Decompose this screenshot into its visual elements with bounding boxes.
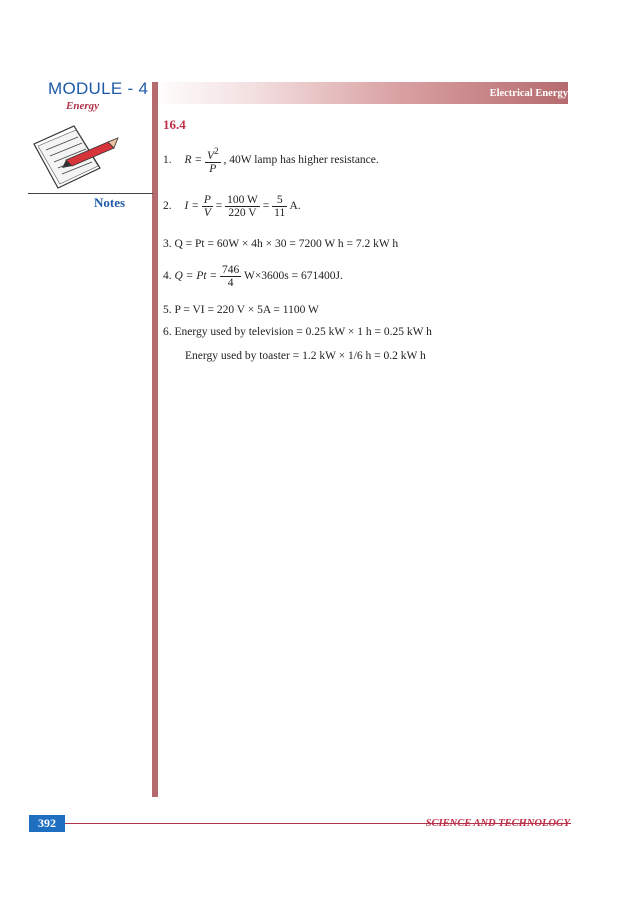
answer-4-fraction-num: 746 bbox=[222, 264, 240, 276]
answer-4-fraction bbox=[220, 264, 241, 289]
answer-2-f1-den: V bbox=[203, 207, 211, 219]
answer-2-lhs: I = bbox=[184, 200, 199, 213]
answer-2-number: 2. bbox=[163, 200, 172, 213]
page-number: 392 bbox=[38, 816, 56, 830]
answer-4-number: 4. bbox=[163, 270, 172, 283]
notes-rule bbox=[28, 193, 153, 194]
answer-4-fraction-den: 4 bbox=[227, 277, 234, 289]
notes-label: Notes bbox=[94, 195, 126, 210]
answer-2-fraction-3 bbox=[272, 194, 287, 219]
margin-bar bbox=[152, 82, 158, 797]
section-number: 16.4 bbox=[163, 117, 186, 132]
chapter-title: Electrical Energy bbox=[489, 88, 568, 99]
answer-1-fraction-den: P bbox=[209, 162, 217, 175]
answer-2-fraction-1 bbox=[202, 194, 213, 219]
answer-1-fraction-num: V bbox=[207, 149, 215, 162]
answer-2-unit: A. bbox=[289, 200, 301, 213]
answer-2-f3-den: 11 bbox=[274, 207, 286, 219]
answer-2-f2-num: 100 W bbox=[227, 194, 258, 206]
answer-2-equals-2: = bbox=[262, 200, 270, 213]
module-subject: Energy bbox=[66, 100, 99, 112]
answer-3: 3. Q = Pt = 60W × 4h × 30 = 7200 W h = 7.2 kW h bbox=[163, 238, 399, 250]
answer-2-fraction-2 bbox=[225, 194, 260, 219]
answer-1-lhs: R = bbox=[184, 154, 203, 167]
answer-4 bbox=[163, 264, 343, 289]
answer-1-exponent: 2 bbox=[214, 146, 219, 156]
answer-4-lhs: Q = Pt = bbox=[174, 270, 218, 283]
answer-2-equals: = bbox=[215, 200, 223, 213]
answer-6-line-1: 6. Energy used by television = 0.25 kW × 1 h = 0.25 kW h bbox=[163, 326, 432, 338]
answer-6-line-2: Energy used by toaster = 1.2 kW × 1/6 h = 0.2 kW h bbox=[185, 350, 426, 362]
answer-2-f3-num: 5 bbox=[272, 194, 287, 207]
answer-1 bbox=[163, 146, 379, 175]
book-title: SCIENCE AND TECHNOLOGY bbox=[425, 818, 570, 829]
answer-4-rest: W×3600s = 671400J. bbox=[243, 270, 343, 283]
answer-2-f1-num: P bbox=[203, 194, 211, 206]
answer-2-f2-den: 220 V bbox=[228, 207, 257, 219]
module-label: MODULE - 4 bbox=[48, 79, 149, 98]
answer-1-number: 1. bbox=[163, 154, 172, 167]
answer-2 bbox=[163, 194, 301, 219]
answer-1-fraction bbox=[205, 146, 221, 175]
answer-5: 5. P = VI = 220 V × 5A = 1100 W bbox=[163, 304, 319, 316]
answer-1-text: , 40W lamp has higher resistance. bbox=[223, 154, 379, 167]
notes-icon bbox=[28, 122, 128, 194]
